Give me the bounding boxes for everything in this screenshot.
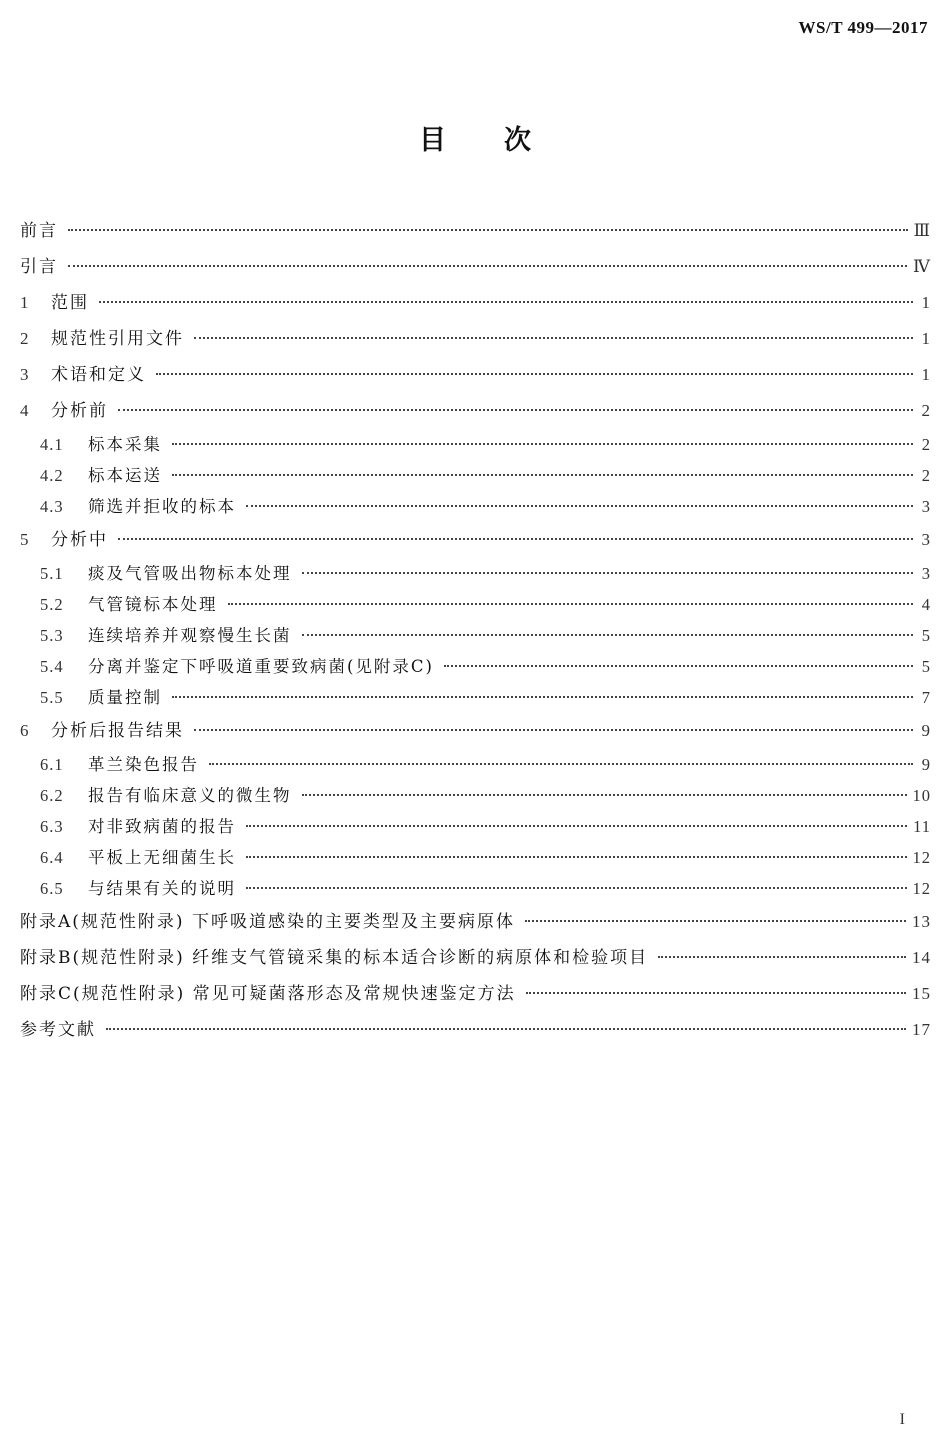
toc-entry-number: 1 bbox=[20, 293, 30, 312]
toc-dot-leader bbox=[302, 634, 914, 636]
toc-entry-label: 附录A(规范性附录) 下呼吸道感染的主要类型及主要病原体 bbox=[20, 912, 515, 932]
toc-entry-page: 12 bbox=[912, 879, 931, 898]
toc-entry-number: 3 bbox=[20, 365, 30, 384]
toc-entry-label: 连续培养并观察慢生长菌 bbox=[88, 626, 292, 645]
toc-dot-leader bbox=[246, 505, 913, 507]
toc-entry-page: 1 bbox=[921, 365, 931, 384]
toc-dot-leader bbox=[228, 603, 914, 605]
toc-entry[interactable] bbox=[20, 213, 931, 249]
toc-entry-page: 9 bbox=[921, 755, 931, 774]
standard-code: WS/T 499—2017 bbox=[798, 18, 928, 37]
toc-dot-leader bbox=[172, 474, 913, 476]
toc-entry-label: 分析后报告结果 bbox=[51, 721, 184, 741]
toc-entry[interactable] bbox=[20, 1012, 931, 1048]
toc-dot-leader bbox=[194, 729, 913, 731]
toc-entry[interactable] bbox=[20, 393, 931, 429]
toc-subentry[interactable] bbox=[20, 589, 931, 620]
toc-entry-number: 4.2 bbox=[40, 466, 64, 485]
toc-subentry[interactable] bbox=[20, 780, 931, 811]
toc-dot-leader bbox=[118, 409, 913, 411]
toc-entry-label: 与结果有关的说明 bbox=[88, 879, 236, 898]
toc-entry-label: 范围 bbox=[51, 293, 89, 313]
toc-entry-label: 附录B(规范性附录) 纤维支气管镜采集的标本适合诊断的病原体和检验项目 bbox=[20, 948, 649, 968]
toc-entry[interactable] bbox=[20, 904, 931, 940]
toc-entry-page: 13 bbox=[912, 912, 931, 931]
toc-entry-label: 附录C(规范性附录) 常见可疑菌落形态及常规快速鉴定方法 bbox=[20, 984, 516, 1004]
toc-entry-page: 11 bbox=[913, 817, 931, 836]
toc-entry-page: 2 bbox=[921, 466, 931, 485]
toc-dot-leader bbox=[526, 992, 906, 994]
toc-entry-page: 9 bbox=[921, 721, 931, 740]
toc-dot-leader bbox=[302, 572, 914, 574]
toc-entry[interactable] bbox=[20, 285, 931, 321]
toc-entry-number: 6.4 bbox=[40, 848, 64, 867]
toc-entry-number: 5.2 bbox=[40, 595, 64, 614]
toc-entry-label: 革兰染色报告 bbox=[88, 755, 199, 774]
toc-entry-label: 分析中 bbox=[51, 530, 108, 550]
toc-dot-leader bbox=[172, 443, 913, 445]
toc-subentry[interactable] bbox=[20, 749, 931, 780]
toc-subentry[interactable] bbox=[20, 620, 931, 651]
page-title: 目次 bbox=[419, 125, 589, 156]
toc-entry[interactable] bbox=[20, 357, 931, 393]
toc-dot-leader bbox=[444, 665, 913, 667]
toc-entry[interactable] bbox=[20, 522, 931, 558]
toc-subentry[interactable] bbox=[20, 429, 931, 460]
toc-entry-number: 6 bbox=[20, 721, 30, 740]
toc-subentry[interactable] bbox=[20, 842, 931, 873]
toc-dot-leader bbox=[209, 763, 913, 765]
toc-dot-leader bbox=[68, 229, 908, 231]
toc-entry-label: 对非致病菌的报告 bbox=[88, 817, 236, 836]
toc-dot-leader bbox=[246, 856, 907, 858]
toc-entry-number: 5.5 bbox=[40, 688, 64, 707]
toc-dot-leader bbox=[118, 538, 913, 540]
toc-entry-number: 6.3 bbox=[40, 817, 64, 836]
toc-subentry[interactable] bbox=[20, 811, 931, 842]
toc-entry-number: 4.1 bbox=[40, 435, 64, 454]
toc-entry[interactable] bbox=[20, 249, 931, 285]
toc-subentry[interactable] bbox=[20, 491, 931, 522]
toc-entry-number: 5.3 bbox=[40, 626, 64, 645]
toc-dot-leader bbox=[302, 794, 907, 796]
toc-dot-leader bbox=[246, 887, 907, 889]
toc-entry[interactable] bbox=[20, 321, 931, 357]
toc-entry-page: 2 bbox=[921, 435, 931, 454]
toc-entry-label: 标本运送 bbox=[88, 466, 162, 485]
toc-entry-number: 5 bbox=[20, 530, 30, 549]
toc-entry-page: 1 bbox=[921, 329, 931, 348]
toc-entry-number: 6.2 bbox=[40, 786, 64, 805]
toc-entry-number: 6.5 bbox=[40, 879, 64, 898]
toc-entry-label: 分离并鉴定下呼吸道重要致病菌(见附录C) bbox=[88, 657, 434, 676]
toc-dot-leader bbox=[194, 337, 913, 339]
toc-entry-label: 气管镜标本处理 bbox=[88, 595, 218, 614]
toc-entry-label: 痰及气管吸出物标本处理 bbox=[88, 564, 292, 583]
toc-entry-label: 前言 bbox=[20, 221, 58, 241]
toc-entry-page: 1 bbox=[921, 293, 931, 312]
toc-entry-label: 分析前 bbox=[51, 401, 108, 421]
toc-entry-label: 术语和定义 bbox=[51, 365, 146, 385]
toc-dot-leader bbox=[658, 956, 906, 958]
toc-entry-page: 4 bbox=[921, 595, 931, 614]
page-number: I bbox=[899, 1411, 905, 1428]
toc-entry-page: 3 bbox=[921, 497, 931, 516]
toc-entry-label: 报告有临床意义的微生物 bbox=[88, 786, 292, 805]
toc-entry-page: 3 bbox=[921, 564, 931, 583]
toc-subentry[interactable] bbox=[20, 558, 931, 589]
table-of-contents bbox=[20, 213, 931, 1048]
toc-entry-page: 15 bbox=[912, 984, 931, 1003]
toc-entry-page: 17 bbox=[912, 1020, 931, 1039]
toc-entry-page: 5 bbox=[921, 657, 931, 676]
toc-entry-label: 标本采集 bbox=[88, 435, 162, 454]
toc-entry-page: 12 bbox=[912, 848, 931, 867]
toc-entry-number: 5.1 bbox=[40, 564, 64, 583]
toc-entry-number: 5.4 bbox=[40, 657, 64, 676]
toc-entry[interactable] bbox=[20, 940, 931, 976]
toc-entry-label: 筛选并拒收的标本 bbox=[88, 497, 236, 516]
toc-entry-number: 4.3 bbox=[40, 497, 64, 516]
toc-entry-number: 2 bbox=[20, 329, 30, 348]
toc-dot-leader bbox=[525, 920, 906, 922]
toc-entry-label: 平板上无细菌生长 bbox=[88, 848, 236, 867]
toc-dot-leader bbox=[172, 696, 913, 698]
toc-subentry[interactable] bbox=[20, 682, 931, 713]
toc-entry-page: 14 bbox=[912, 948, 931, 967]
toc-entry-page: 10 bbox=[912, 786, 931, 805]
toc-entry-page: 5 bbox=[921, 626, 931, 645]
toc-entry-label: 规范性引用文件 bbox=[51, 329, 184, 349]
toc-dot-leader bbox=[246, 825, 907, 827]
toc-dot-leader bbox=[99, 301, 913, 303]
toc-subentry[interactable] bbox=[20, 460, 931, 491]
toc-subentry[interactable] bbox=[20, 873, 931, 904]
toc-dot-leader bbox=[106, 1028, 906, 1030]
toc-entry-page: Ⅲ bbox=[913, 221, 931, 240]
toc-entry-page: Ⅳ bbox=[913, 257, 931, 276]
toc-entry[interactable] bbox=[20, 976, 931, 1012]
toc-entry-page: 3 bbox=[921, 530, 931, 549]
toc-dot-leader bbox=[156, 373, 913, 375]
toc-entry-number: 4 bbox=[20, 401, 30, 420]
toc-entry-label: 参考文献 bbox=[20, 1020, 96, 1040]
toc-entry-label: 引言 bbox=[20, 257, 58, 277]
toc-dot-leader bbox=[68, 265, 907, 267]
toc-entry-page: 7 bbox=[921, 688, 931, 707]
toc-subentry[interactable] bbox=[20, 651, 931, 682]
toc-entry-number: 6.1 bbox=[40, 755, 64, 774]
toc-entry[interactable] bbox=[20, 713, 931, 749]
toc-entry-label: 质量控制 bbox=[88, 688, 162, 707]
toc-entry-page: 2 bbox=[921, 401, 931, 420]
